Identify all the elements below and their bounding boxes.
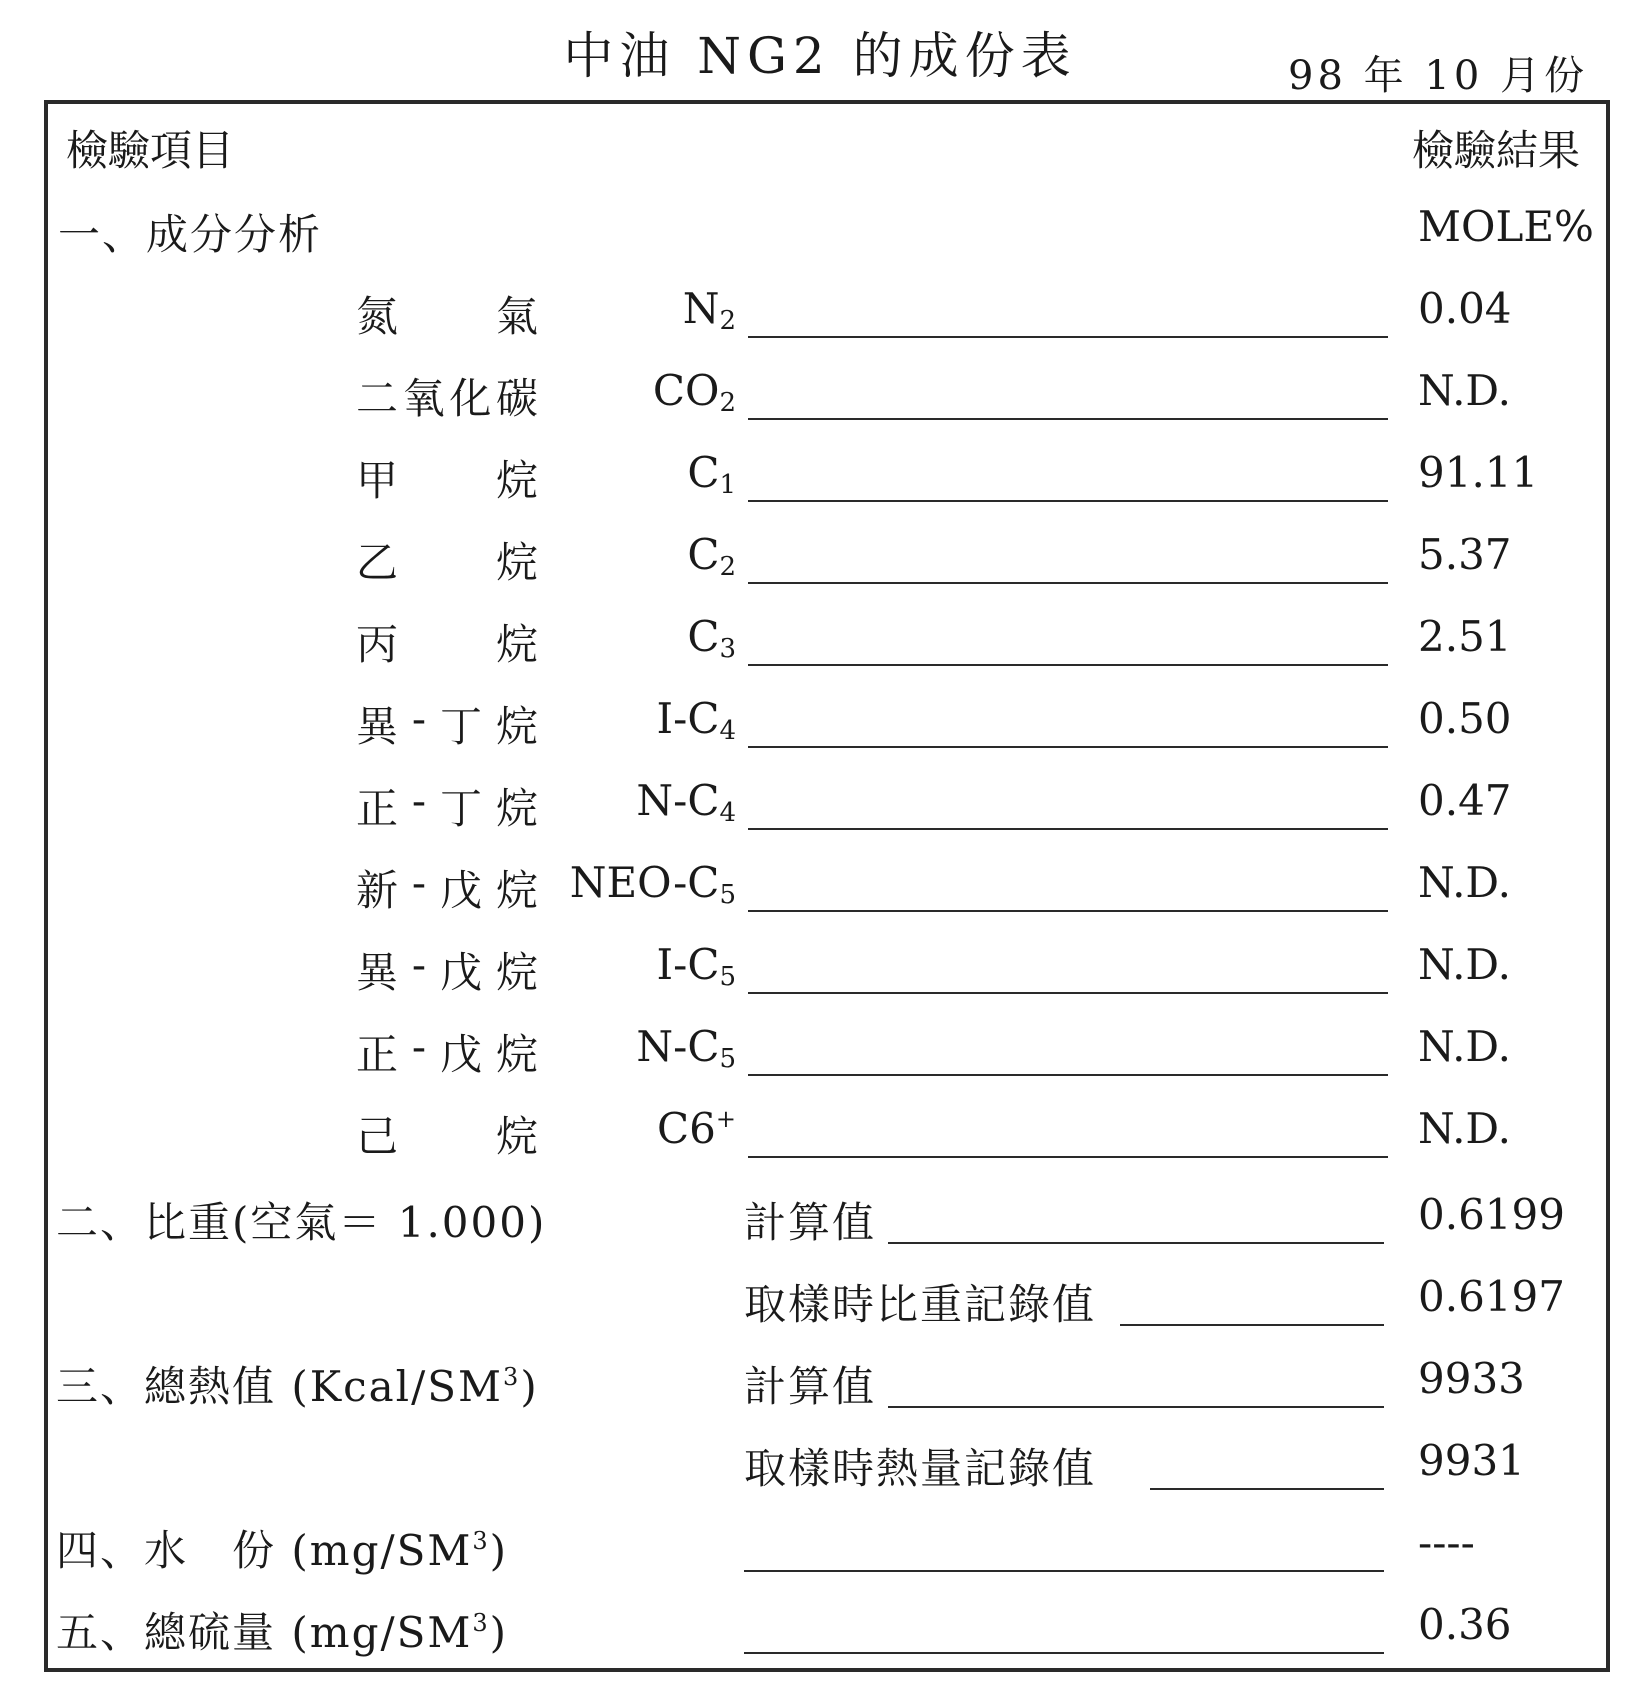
heat-recorded-value: 9931 xyxy=(1418,1436,1525,1485)
section-heat-label: 三、總熱值 $(Kcal/SM^3)$ xyxy=(56,1362,539,1411)
component-line xyxy=(748,1156,1388,1158)
section-composition-label: 一、成分分析 xyxy=(58,210,323,259)
document-title: 中油 NG2 的成份表 xyxy=(563,27,1077,85)
component-name xyxy=(356,776,538,836)
header-item: 檢驗項目 xyxy=(66,126,235,175)
component-name xyxy=(356,612,538,672)
component-name xyxy=(356,940,538,1000)
component-name-char: 己 xyxy=(356,1112,399,1161)
component-name xyxy=(356,694,538,754)
component-value: 0.50 xyxy=(1418,694,1512,743)
component-name-char: 碳 xyxy=(495,374,538,423)
section-gravity-label: 二、比重(空氣＝ 1.000) xyxy=(56,1198,547,1247)
component-value: 0.04 xyxy=(1418,284,1512,333)
gravity-calc-value: 0.6199 xyxy=(1418,1190,1565,1239)
component-name-char: 烷 xyxy=(495,1112,538,1161)
component-value: N.D. xyxy=(1418,858,1511,907)
component-line xyxy=(748,1074,1388,1076)
component-name-char: - xyxy=(411,858,427,907)
heat-recorded-line xyxy=(1150,1488,1384,1490)
component-formula: $N_2$ xyxy=(682,284,736,336)
component-line xyxy=(748,992,1388,994)
component-formula: NEO-$C_5$ xyxy=(569,858,736,910)
component-line xyxy=(748,336,1388,338)
component-name-char: 烷 xyxy=(495,1030,538,1079)
component-name xyxy=(356,284,538,344)
component-name-char: 烷 xyxy=(495,456,538,505)
component-formula: $N-C_4$ xyxy=(636,776,736,828)
component-name-char: 新 xyxy=(356,866,399,915)
component-name xyxy=(356,366,538,426)
component-line xyxy=(748,746,1388,748)
component-name-char: 異 xyxy=(356,948,399,997)
component-name-char: 正 xyxy=(356,1030,399,1079)
component-name-char: - xyxy=(411,776,427,825)
component-formula: $C_1$ xyxy=(687,448,736,500)
component-value: 91.11 xyxy=(1418,448,1539,497)
component-name-char: 戊 xyxy=(440,948,483,997)
component-formula: $C_2$ xyxy=(687,530,736,582)
component-line xyxy=(748,828,1388,830)
component-name-char: 烷 xyxy=(495,866,538,915)
section-sulfur-label: 五、總硫量 $(mg/SM^3)$ xyxy=(56,1608,509,1657)
component-name-char: 乙 xyxy=(356,538,399,587)
component-name-char: 丁 xyxy=(440,702,483,751)
component-value: 0.47 xyxy=(1418,776,1512,825)
sulfur-value: 0.36 xyxy=(1418,1600,1512,1649)
component-name-char: 氧 xyxy=(402,374,445,423)
sulfur-line xyxy=(744,1652,1384,1654)
component-name-char: 二 xyxy=(356,374,399,423)
gravity-calc-line xyxy=(888,1242,1384,1244)
water-value: ---- xyxy=(1418,1518,1475,1567)
gravity-recorded-line xyxy=(1120,1324,1384,1326)
component-name-char: 氮 xyxy=(356,292,399,341)
water-line xyxy=(744,1570,1384,1572)
component-name-char: 烷 xyxy=(495,702,538,751)
gravity-calc-label: 計算值 xyxy=(744,1198,877,1247)
gravity-recorded-label: 取樣時比重記錄值 xyxy=(744,1280,1097,1329)
component-name xyxy=(356,530,538,590)
component-name-char: 丁 xyxy=(440,784,483,833)
component-value: N.D. xyxy=(1418,940,1511,989)
component-value: N.D. xyxy=(1418,366,1511,415)
component-name xyxy=(356,1022,538,1082)
component-name-char: 化 xyxy=(449,374,492,423)
component-name-char: 烷 xyxy=(495,784,538,833)
gravity-recorded-value: 0.6197 xyxy=(1418,1272,1565,1321)
heat-calc-value: 9933 xyxy=(1418,1354,1525,1403)
report-date: 98 年 10 月份 xyxy=(1288,53,1588,99)
section-water-label: 四、水 份 $(mg/SM^3)$ xyxy=(56,1526,509,1575)
component-name-char: 氣 xyxy=(495,292,538,341)
component-value: N.D. xyxy=(1418,1104,1511,1153)
component-line xyxy=(748,664,1388,666)
section-composition-unit: MOLE% xyxy=(1418,202,1594,251)
component-name-char: 正 xyxy=(356,784,399,833)
component-name xyxy=(356,448,538,508)
component-value: 2.51 xyxy=(1418,612,1512,661)
component-name-char: - xyxy=(411,1022,427,1071)
component-name-char: 戊 xyxy=(440,866,483,915)
component-formula: $I-C_4$ xyxy=(656,694,736,746)
component-name-char: 烷 xyxy=(495,538,538,587)
component-line xyxy=(748,418,1388,420)
heat-calc-label: 計算值 xyxy=(744,1362,877,1411)
component-name-char: 異 xyxy=(356,702,399,751)
component-value: N.D. xyxy=(1418,1022,1511,1071)
component-name-char: 丙 xyxy=(356,620,399,669)
component-name-char: 烷 xyxy=(495,620,538,669)
component-formula: $CO_2$ xyxy=(652,366,736,418)
header-result: 檢驗結果 xyxy=(1412,126,1581,175)
component-name-char: 烷 xyxy=(495,948,538,997)
component-name xyxy=(356,858,538,918)
component-formula: $N-C_5$ xyxy=(636,1022,736,1074)
component-formula: $I-C_5$ xyxy=(656,940,736,992)
heat-calc-line xyxy=(888,1406,1384,1408)
component-formula: $C_3$ xyxy=(687,612,736,664)
component-name-char: - xyxy=(411,940,427,989)
component-line xyxy=(748,500,1388,502)
component-name xyxy=(356,1104,538,1164)
component-name-char: 甲 xyxy=(356,456,399,505)
component-value: 5.37 xyxy=(1418,530,1512,579)
component-name-char: - xyxy=(411,694,427,743)
component-formula: C6+ xyxy=(657,1104,736,1153)
component-name-char: 戊 xyxy=(440,1030,483,1079)
heat-recorded-label: 取樣時熱量記錄值 xyxy=(744,1444,1097,1493)
component-line xyxy=(748,910,1388,912)
component-line xyxy=(748,582,1388,584)
